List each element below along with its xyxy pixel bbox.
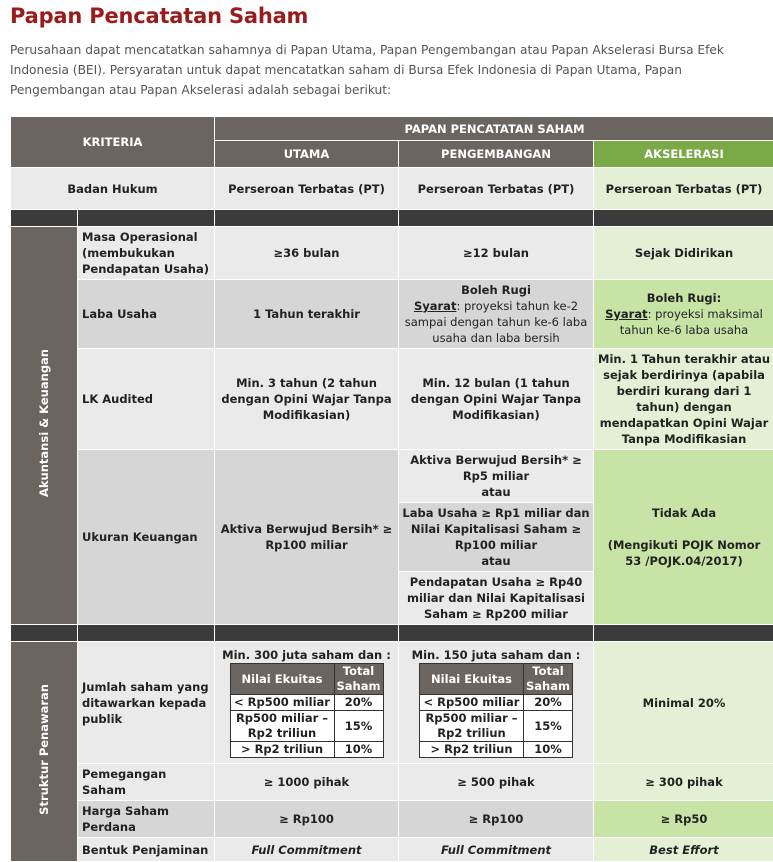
laba-utama: 1 Tahun terakhir <box>215 280 399 349</box>
inner-total-cell: 15% <box>524 711 573 742</box>
harga-akselerasi: ≥ Rp50 <box>594 801 773 838</box>
inner-head-total: Total Saham <box>334 664 383 695</box>
listing-board-table <box>10 116 773 862</box>
jumlah-pengembangan <box>399 642 594 764</box>
pengembangan-equity-table <box>419 663 573 758</box>
laba-akselerasi-syarat: Syarat <box>605 307 647 321</box>
ukuran-atau-2: atau <box>401 553 591 569</box>
header-akselerasi: AKSELERASI <box>594 141 773 168</box>
inner-ekuitas-cell: > Rp2 triliun <box>420 742 524 758</box>
section-struktur-label: Struktur Penawaran <box>36 684 52 815</box>
header-pengembangan: PENGEMBANGAN <box>399 141 594 168</box>
laba-akselerasi-text: : proyeksi maksimal tahun ke-6 laba usaha <box>620 307 763 337</box>
jumlah-akselerasi: Minimal 20% <box>594 642 773 764</box>
section-akuntansi-label: Akuntansi & Keuangan <box>36 349 52 497</box>
inner-total-cell: 10% <box>334 742 383 758</box>
ukuran-pengembangan <box>399 450 594 625</box>
badan-hukum-utama: Perseroan Terbatas (PT) <box>215 168 399 210</box>
row-pemegang-saham <box>11 764 773 801</box>
inner-ekuitas-cell: < Rp500 miliar <box>230 695 334 711</box>
label-masa-operasional: Masa Operasional (membukukan Pendapatan Usaha) <box>78 227 215 280</box>
pemegang-pengembangan: ≥ 500 pihak <box>399 764 594 801</box>
ukuran-pengembangan-1-text: Aktiva Berwujud Bersih* ≥ Rp5 miliar <box>401 452 591 484</box>
label-ukuran-keuangan: Ukuran Keuangan <box>78 450 215 625</box>
ukuran-pengembangan-2-text: Laba Usaha ≥ Rp1 miliar dan Nilai Kapitalisasi Saham ≥ Rp100 miliar <box>401 505 591 553</box>
spacer-row <box>11 210 773 227</box>
harga-pengembangan: ≥ Rp100 <box>399 801 594 838</box>
jumlah-utama <box>215 642 399 764</box>
laba-akselerasi-title: Boleh Rugi: <box>598 290 770 306</box>
ukuran-atau-1: atau <box>401 484 591 500</box>
penjaminan-pengembangan: Full Commitment <box>399 838 594 862</box>
jumlah-pengembangan-intro: Min. 150 juta saham dan : <box>403 647 589 663</box>
inner-ekuitas-cell: Rp500 miliar – Rp2 triliun <box>420 711 524 742</box>
ukuran-pengembangan-option-3 <box>399 571 593 624</box>
section-akuntansi <box>11 227 78 625</box>
ukuran-akselerasi-2: (Mengikuti POJK Nomor 53 /POJK.04/2017) <box>598 537 770 569</box>
ukuran-utama: Aktiva Berwujud Bersih* ≥ Rp100 miliar <box>215 450 399 625</box>
inner-ekuitas-cell: < Rp500 miliar <box>420 695 524 711</box>
inner-total-cell: 10% <box>524 742 573 758</box>
section-struktur <box>11 642 78 862</box>
row-laba-usaha <box>11 280 773 349</box>
label-penjaminan: Bentuk Penjaminan <box>78 838 215 862</box>
laba-pengembangan-text: : proyeksi tahun ke-2 sampai dengan tahun ke-6 laba usaha dan laba bersih <box>405 299 588 345</box>
inner-head-total: Total Saham <box>524 664 573 695</box>
spacer-row <box>11 625 773 642</box>
laba-pengembangan-title: Boleh Rugi <box>403 282 589 298</box>
row-penjaminan <box>11 838 773 862</box>
lk-utama: Min. 3 tahun (2 tahun dengan Opini Wajar Tanpa Modifikasian) <box>215 349 399 450</box>
penjaminan-akselerasi: Best Effort <box>594 838 773 862</box>
inner-head-ekuitas: Nilai Ekuitas <box>230 664 334 695</box>
label-jumlah-saham: Jumlah saham yang ditawarkan kepada publik <box>78 642 215 764</box>
page-title: Papan Pencatatan Saham <box>10 4 308 28</box>
inner-total-cell: 15% <box>334 711 383 742</box>
label-harga-saham: Harga Saham Perdana <box>78 801 215 838</box>
row-harga-saham <box>11 801 773 838</box>
masa-pengembangan: ≥12 bulan <box>399 227 594 280</box>
ukuran-pengembangan-option-2 <box>399 502 593 571</box>
header-row-top <box>11 117 773 141</box>
label-pemegang-saham: Pemegangan Saham <box>78 764 215 801</box>
ukuran-pengembangan-3-text: Pendapatan Usaha ≥ Rp40 miliar dan Nilai Kapitalisasi Saham ≥ Rp200 miliar <box>401 574 591 622</box>
lk-pengembangan: Min. 12 bulan (1 tahun dengan Opini Wajar Tanpa Modifikasian) <box>399 349 594 450</box>
harga-utama: ≥ Rp100 <box>215 801 399 838</box>
row-ukuran-keuangan <box>11 450 773 625</box>
pemegang-utama: ≥ 1000 pihak <box>215 764 399 801</box>
ukuran-akselerasi <box>594 450 773 625</box>
inner-ekuitas-cell: > Rp2 triliun <box>230 742 334 758</box>
lk-akselerasi: Min. 1 Tahun terakhir atau sejak berdirinya (apabila berdiri kurang dari 1 tahun) dengan mendapatkan Opini Wajar Tanpa Modifikasian <box>594 349 773 450</box>
laba-pengembangan-syarat: Syarat <box>414 299 456 313</box>
inner-ekuitas-cell: Rp500 miliar – Rp2 triliun <box>230 711 334 742</box>
inner-total-cell: 20% <box>524 695 573 711</box>
badan-hukum-pengembangan: Perseroan Terbatas (PT) <box>399 168 594 210</box>
penjaminan-utama: Full Commitment <box>215 838 399 862</box>
pemegang-akselerasi: ≥ 300 pihak <box>594 764 773 801</box>
jumlah-utama-intro: Min. 300 juta saham dan : <box>219 647 394 663</box>
masa-akselerasi: Sejak Didirikan <box>594 227 773 280</box>
header-kriteria: KRITERIA <box>11 117 215 168</box>
utama-equity-table <box>230 663 384 758</box>
laba-akselerasi <box>594 280 773 349</box>
label-laba-usaha: Laba Usaha <box>78 280 215 349</box>
row-lk-audited <box>11 349 773 450</box>
row-jumlah-saham <box>11 642 773 764</box>
header-papan: PAPAN PENCATATAN SAHAM <box>215 117 773 141</box>
label-lk-audited: LK Audited <box>78 349 215 450</box>
row-badan-hukum <box>11 168 773 210</box>
masa-utama: ≥36 bulan <box>215 227 399 280</box>
row-masa-operasional <box>11 227 773 280</box>
label-badan-hukum: Badan Hukum <box>11 168 215 210</box>
header-utama: UTAMA <box>215 141 399 168</box>
inner-head-ekuitas: Nilai Ekuitas <box>420 664 524 695</box>
ukuran-akselerasi-1: Tidak Ada <box>598 505 770 521</box>
laba-pengembangan <box>399 280 594 349</box>
badan-hukum-akselerasi: Perseroan Terbatas (PT) <box>594 168 773 210</box>
intro-paragraph: Perusahaan dapat mencatatkan sahamnya di Papan Utama, Papan Pengembangan atau Papan Akselerasi Bursa Efek Indonesia (BEI). Persyaratan untuk dapat mencatatkan saham di Bursa Efek Indonesia di Papan Utama, Papan Pengembangan atau Papan Akselerasi adalah sebagai berikut: <box>10 40 770 100</box>
ukuran-pengembangan-option-1 <box>399 450 593 502</box>
inner-total-cell: 20% <box>334 695 383 711</box>
